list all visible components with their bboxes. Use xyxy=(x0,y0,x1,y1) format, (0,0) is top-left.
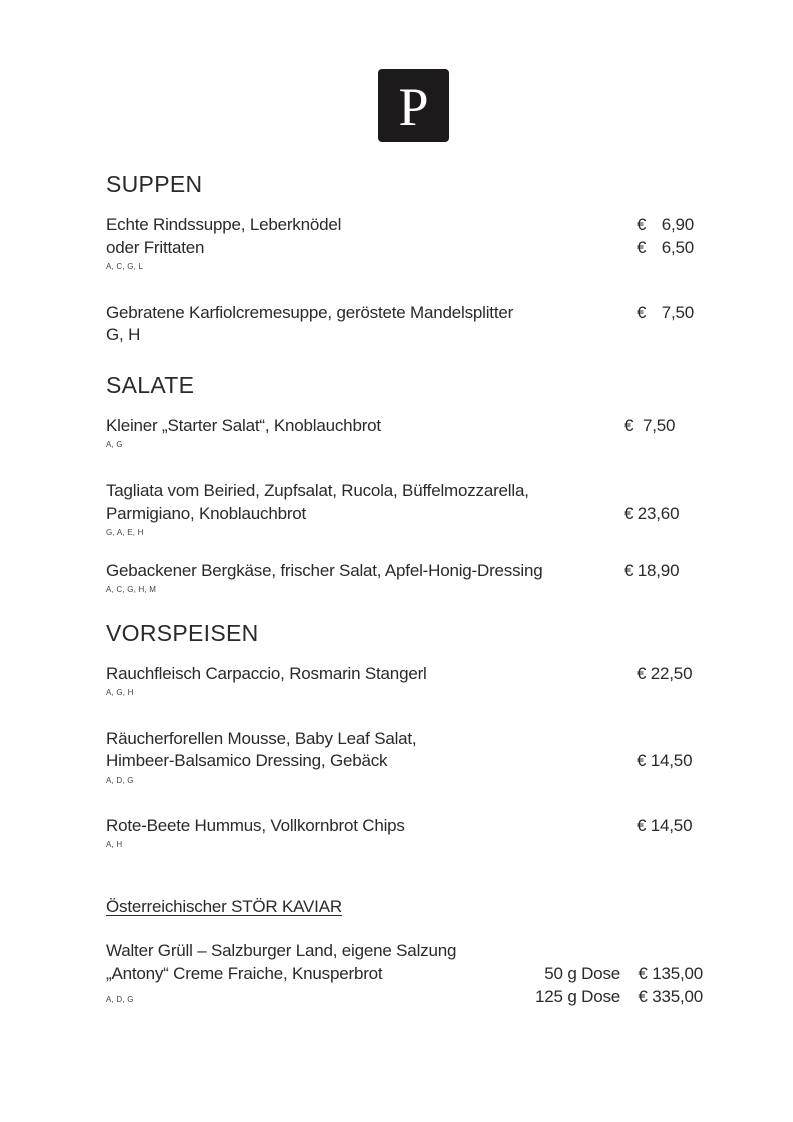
price: € 18,90 xyxy=(624,561,680,580)
price: € 335,00 xyxy=(638,987,703,1006)
logo-letter: P xyxy=(398,76,429,137)
dish-name: Kleiner „Starter Salat“, Knoblauchbrot xyxy=(106,416,381,435)
allergen-codes: A, C, G, H, M xyxy=(106,585,157,594)
allergen-codes: A, C, G, L xyxy=(106,262,144,271)
price-currency: € xyxy=(637,215,647,234)
dish-name: Echte Rindssuppe, Leberknödel xyxy=(106,215,342,234)
section-heading-salate: SALATE xyxy=(106,372,195,398)
allergen-codes: A, G, H xyxy=(106,688,134,697)
dish-name: Rauchfleisch Carpaccio, Rosmarin Stangerl xyxy=(106,664,427,683)
price-currency: € xyxy=(637,238,647,257)
dish-name: Gebackener Bergkäse, frischer Salat, Apfel-Honig-Dressing xyxy=(106,561,543,580)
allergen-codes: A, D, G xyxy=(106,776,134,785)
portion-size: 50 g Dose xyxy=(544,964,620,983)
dish-name-line2: G, H xyxy=(106,325,141,344)
price: 7,50 xyxy=(643,416,676,435)
section-heading-kaviar: Österreichischer STÖR KAVIAR xyxy=(106,897,342,916)
price: 7,50 xyxy=(661,303,694,322)
dish-name: Räucherforellen Mousse, Baby Leaf Salat, xyxy=(106,729,417,748)
price: 6,50 xyxy=(661,238,694,257)
dish-name: Walter Grüll – Salzburger Land, eigene Salzung xyxy=(106,941,457,960)
price: € 14,50 xyxy=(637,816,693,835)
allergen-codes: G, A, E, H xyxy=(106,528,144,537)
restaurant-logo xyxy=(378,69,449,142)
price: € 14,50 xyxy=(637,751,693,770)
price-currency: € xyxy=(624,416,634,435)
price-currency: € xyxy=(637,303,647,322)
price: 6,90 xyxy=(661,215,694,234)
portion-size: 125 g Dose xyxy=(535,987,620,1006)
dish-name-line2: oder Frittaten xyxy=(106,238,205,257)
section-heading-vorspeisen: VORSPEISEN xyxy=(106,620,259,646)
allergen-codes: A, G xyxy=(106,440,123,449)
dish-name-line2: „Antony“ Creme Fraiche, Knusperbrot xyxy=(106,964,383,983)
dish-name-line2: Parmigiano, Knoblauchbrot xyxy=(106,504,307,523)
price: € 135,00 xyxy=(638,964,703,983)
price: € 23,60 xyxy=(624,504,680,523)
dish-name: Rote-Beete Hummus, Vollkornbrot Chips xyxy=(106,816,405,835)
dish-name-line2: Himbeer-Balsamico Dressing, Gebäck xyxy=(106,751,388,770)
section-heading-suppen: SUPPEN xyxy=(106,171,203,197)
allergen-codes: A, H xyxy=(106,840,123,849)
allergen-codes: A, D, G xyxy=(106,995,134,1004)
price: € 22,50 xyxy=(637,664,693,683)
dish-name: Tagliata vom Beiried, Zupfsalat, Rucola, Büffelmozzarella, xyxy=(106,481,529,500)
dish-name: Gebratene Karfiolcremesuppe, geröstete Mandelsplitter xyxy=(106,303,514,322)
